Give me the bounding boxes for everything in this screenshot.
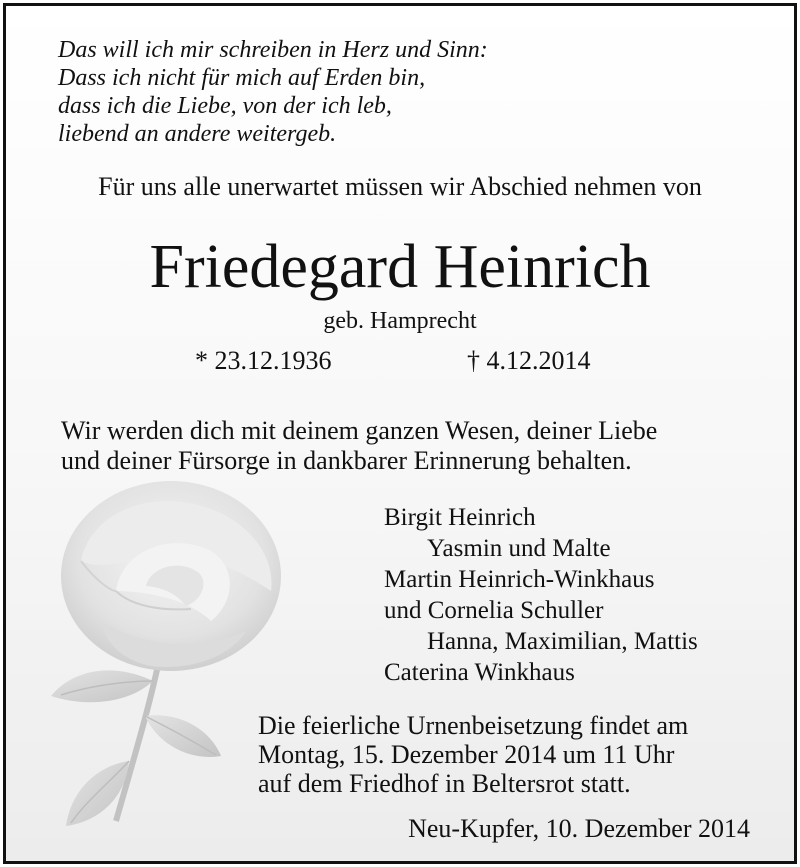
poem-line: liebend an andere weitergeb. (58, 121, 337, 147)
poem (58, 36, 488, 148)
service-line: auf dem Friedhof in Beltersrot statt. (258, 769, 631, 798)
family-member: Hanna, Maximilian, Mattis (427, 628, 698, 655)
poem-line: Das will ich mir schreiben in Herz und Sinn: (58, 37, 488, 63)
family-member: Yasmin und Malte (427, 535, 611, 562)
memory-text (61, 416, 657, 476)
service-line: Die feierliche Urnenbeisetzung findet am (258, 711, 689, 740)
memory-line: und deiner Fürsorge in dankbarer Erinnerung behalten. (61, 446, 632, 475)
service-line: Montag, 15. Dezember 2014 um 11 Uhr (258, 740, 675, 769)
birth-date: * 23.12.1936 (195, 346, 332, 375)
maiden-name: geb. Hamprecht (323, 308, 477, 334)
death-date: † 4.12.2014 (467, 346, 591, 375)
family-member: Caterina Winkhaus (384, 659, 575, 686)
service-info (258, 711, 688, 798)
rose-leaf (51, 670, 153, 702)
intro-text: Für uns alle unerwartet müssen wir Abschied nehmen von (98, 172, 702, 201)
family-member: Birgit Heinrich (384, 504, 536, 531)
obituary-card (3, 3, 797, 864)
family-list (384, 502, 698, 688)
deceased-name: Friedegard Heinrich (149, 233, 651, 301)
poem-line: Dass ich nicht für mich auf Erden bin, (58, 65, 426, 91)
family-member: und Cornelia Schuller (384, 597, 604, 624)
memory-line: Wir werden dich mit deinem ganzen Wesen, deiner Liebe (61, 416, 658, 445)
family-member: Martin Heinrich-Winkhaus (384, 566, 655, 593)
place-date: Neu-Kupfer, 10. Dezember 2014 (408, 814, 750, 843)
poem-line: dass ich die Liebe, von der ich leb, (58, 93, 392, 119)
